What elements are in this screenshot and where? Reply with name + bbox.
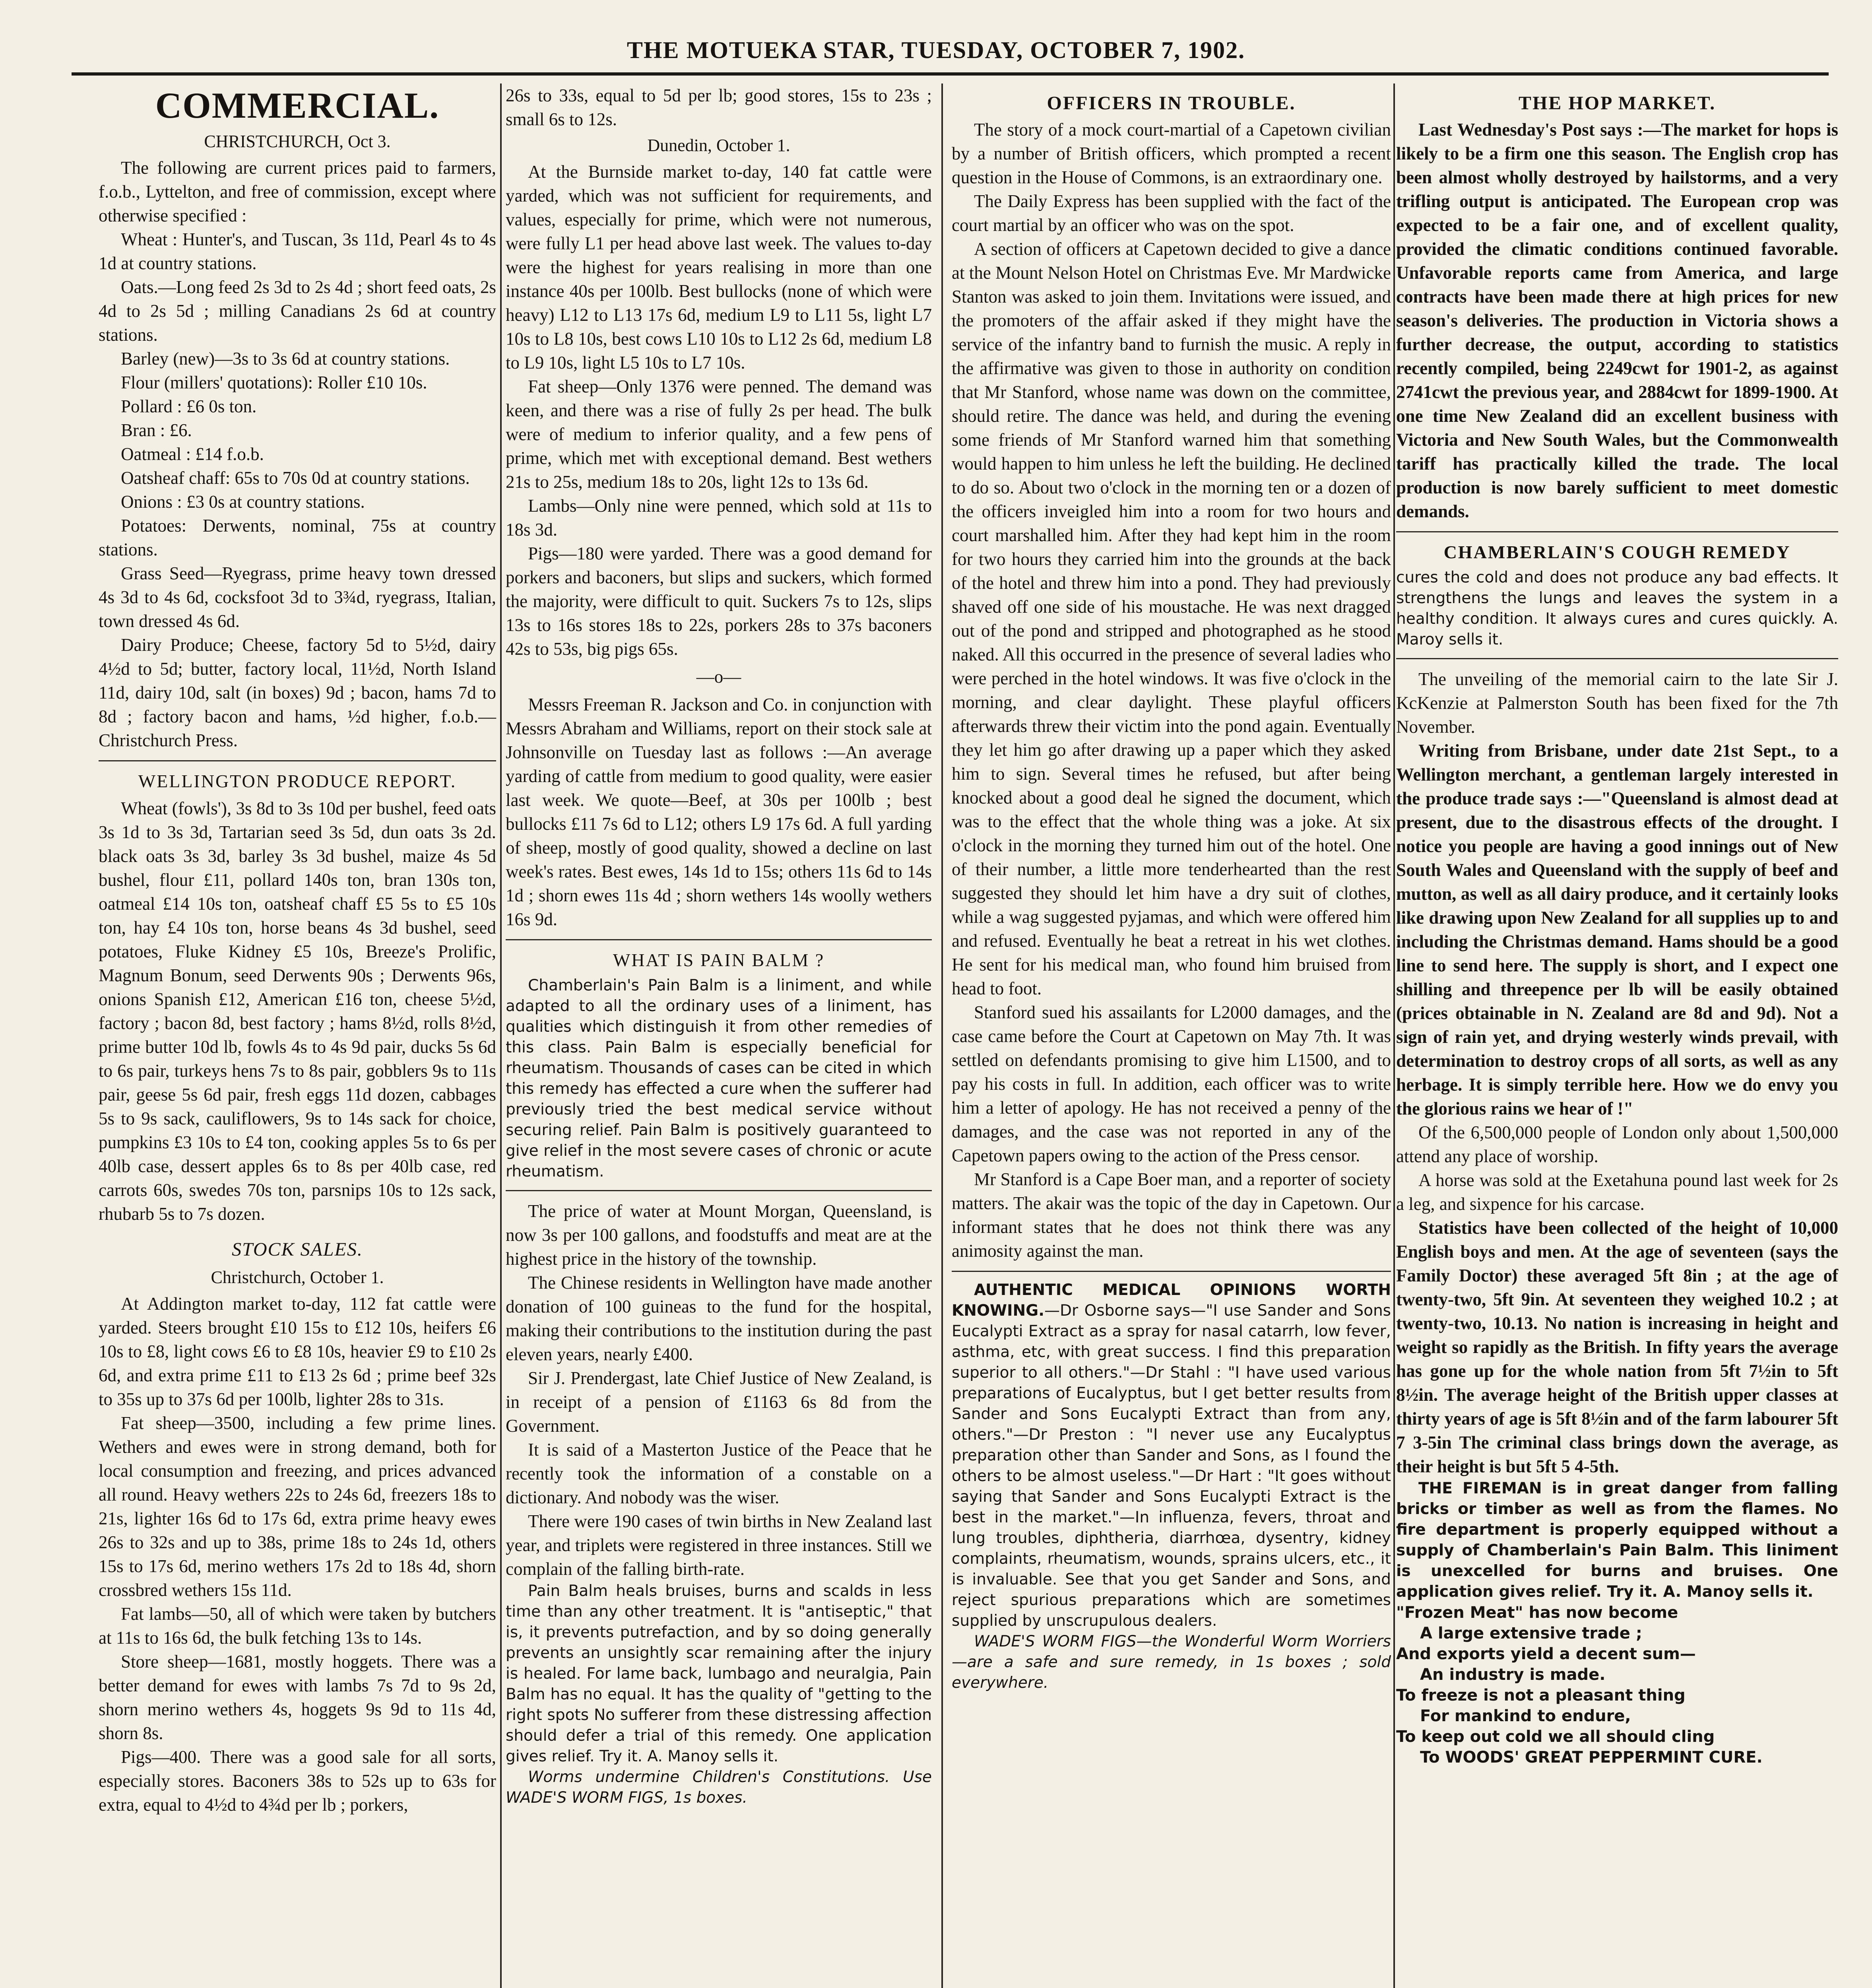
poem-line: An industry is made. [1420, 1666, 1606, 1684]
paragraph: Barley (new)—3s to 3s 6d at country stations. [121, 349, 450, 369]
paragraph: Of the 6,500,000 people of London only about 1,500,000 attend any place of worship. [1396, 1122, 1838, 1166]
paragraph: Oatmeal : £14 f.o.b. [121, 444, 264, 464]
dateline: Christchurch, October 1. [211, 1268, 384, 1287]
dateline: Dunedin, October 1. [647, 136, 790, 155]
paragraph: Sir J. Prendergast, late Chief Justice of New Zealand, is in receipt of a pension of £1163 6s 8d from the Government. [506, 1368, 932, 1436]
poem-line: To WOODS' GREAT PEPPERMINT CURE. [1420, 1748, 1763, 1767]
advertisement-body: —Dr Osborne says—"I use Sander and Sons Eucalypti Extract as a spray for nasal catarrh, low fever, asthma, etc, with great success. I find this preparation superior to all others."—Dr Stahl : "I have used various preparations of Eucalyptus, but I get better results from Sander and Sons Eucalypti Extract than from any, others."—Dr Preston : "I never use any Eucalyptus preparation other than Sander and Sons, as I found the others to be almost useless."—Dr Hart : "It goes without saying that Sander and Sons Eucalypti Extract is the best in the market."—In influenza, fevers, throat and lung troubles, diphtheria, diarrhœa, dysentry, kidney complaints, rheumatism, wounds, sprains ulcers, etc., it is invaluable. See that you get Sander and Sons, and reject spurious preparations which are sometimes supplied by unscrupulous dealers. [952, 1302, 1391, 1630]
paragraph: It is said of a Masterton Justice of the Peace that he recently took the information of a constable on a dictionary. And nobody was the wiser. [506, 1440, 932, 1507]
dateline: CHRISTCHURCH, Oct 3. [204, 132, 391, 151]
poem-line: A large extensive trade ; [1420, 1624, 1642, 1642]
article-heading: OFFICERS IN TROUBLE. [1047, 93, 1296, 114]
masthead: THE MOTUEKA STAR, TUESDAY, OCTOBER 7, 1902. [627, 37, 1245, 63]
advertisement: WADE'S WORM FIGS—the Wonderful Worm Worriers—are a safe and sure remedy, in 1s boxes ; sold everywhere. [952, 1633, 1391, 1692]
poem-line: To keep out cold we all should cling [1396, 1728, 1715, 1746]
advertisement-heading: AUTHENTIC MEDICAL OPINIONS WORTH KNOWING. [952, 1281, 1391, 1320]
paragraph: Fat sheep—3500, including a few prime lines. Wethers and ewes were in strong demand, both for local consumption and freezing, and prices advanced all round. Heavy wethers 22s to 24s 6d, freezers 18s to 21s, lighter 16s 6d to 17s 6d, extra prime heavy ewes 26s to 32s and up to 38s, prime 18s to 24s 1d, others 15s to 17s 6d, merino wethers 17s 2d to 18s 4d, shorn crossbred wethers 15s 11d. [99, 1413, 496, 1600]
paragraph: Messrs Freeman R. Jackson and Co. in conjunction with Messrs Abraham and Williams, report on their stock sale at Johnsonville on Tuesday last as follows :—An average yarding of cattle from medium to good quality, were easier last week. We quote—Beef, at 30s per 100lb ; best bullocks £11 7s 6d to L12; others L9 17s 6d. A full yarding of sheep, mostly of good quality, showed a decline on last week's rates. Best ewes, 14s 1d to 15s; others 11s 6d to 14s 1d ; shorn ewes 11s 4d ; shorn wethers 14s woolly wethers 16s 9d. [506, 695, 932, 929]
paragraph: At the Burnside market to-day, 140 fat cattle were yarded, which was not sufficient for requirements, and values, especially for prime, which were not numerous, were fully L1 per head above last week. The values to-day were the highest for years realising in more than one instance 40s per 100lb. Best bullocks (none of which were heavy) L12 to L13 17s 6d, medium L9 to L11 5s, light L7 10s to L8 10s, best cows L10 10s to L12 2s 6d, medium L8 to L9 10s, light L5 10s to L7 10s. [506, 162, 932, 373]
separator: —o— [696, 667, 741, 687]
section-heading: WHAT IS PAIN BALM ? [613, 950, 825, 970]
poem-line: For mankind to endure, [1420, 1707, 1631, 1725]
section-rule [506, 939, 932, 940]
paragraph: Store sheep—1681, mostly hoggets. There was a better demand for ewes with lambs 7s 7d to 9s 2d, shorn merino wethers 4s, hoggets 9s 9d to 11s 4d, shorn 8s. [99, 1652, 496, 1743]
column-divider [1393, 83, 1395, 1988]
paragraph: Grass Seed—Ryegrass, prime heavy town dressed 4s 3d to 4s 6d, cocksfoot 3d to 3¾d, ryegrass, Italian, town dressed 4s 6d. [99, 563, 496, 631]
section-heading: WELLINGTON PRODUCE REPORT. [138, 771, 457, 791]
paragraph: Wheat : Hunter's, and Tuscan, 3s 11d, Pearl 4s to 4s 1d at country stations. [99, 229, 496, 273]
poem-advertisement [1396, 1602, 1838, 1768]
section-rule [1396, 531, 1838, 532]
paragraph: The Chinese residents in Wellington have made another donation of 100 guineas to the fund for the hospital, making their contributions to the institution during the past eleven years, nearly £400. [506, 1273, 932, 1364]
paragraph: The unveiling of the memorial cairn to the late Sir J. KcKenzie at Palmerston South has been fixed for the 7th November. [1396, 669, 1838, 737]
poem-line: "Frozen Meat" has now become [1396, 1604, 1678, 1622]
paragraph: Bran : £6. [121, 420, 192, 440]
column-officers [952, 83, 1391, 1693]
section-rule [506, 1190, 932, 1191]
advertisement: cures the cold and does not produce any bad effects. It strengthens the lungs and leaves the system in a healthy condition. It always cures and cures quickly. A. Maroy sells it. [1396, 569, 1838, 648]
section-rule [952, 1271, 1391, 1272]
paragraph: Pigs—180 were yarded. There was a good demand for porkers and baconers, but slips and suckers, which formed the majority, were difficult to quit. Suckers 7s to 12s, slips 13s to 16s stores 18s to 22s, porkers 28s to 37s baconers 42s to 53s, big pigs 65s. [506, 544, 932, 659]
paragraph: The story of a mock court-martial of a Capetown civilian by a number of British officers, which prompted a recent question in the House of Commons, is an extraordinary one. [952, 120, 1391, 187]
commercial-heading: COMMERCIAL. [155, 85, 440, 126]
column-divider [500, 83, 502, 1988]
paragraph: A horse was sold at the Exetahuna pound last week for 2s a leg, and sixpence for his carcase. [1396, 1170, 1838, 1214]
advertisement: Pain Balm heals bruises, burns and scalds in less time than any other treatment. It is "antiseptic," that is, it prevents putrefaction, and by so doing generally prevents an unsightly scar remaining after the injury is healed. For lame back, lumbago and neuralgia, Pain Balm has no equal. It has the quality of "getting to the right spots No sufferer from these distressing affection should defer a trial of this remedy. One application gives relief. Try it. A. Manoy sells it. [506, 1582, 932, 1765]
paragraph: 26s to 33s, equal to 5d per lb; good stores, 15s to 23s ; small 6s to 12s. [506, 85, 932, 129]
paragraph: Mr Stanford is a Cape Boer man, and a reporter of society matters. The akair was the topic of the day in Capetown. Our informant states that he does not think there was any animosity against the man. [952, 1169, 1391, 1261]
section-rule [1396, 658, 1838, 659]
poem-line: To freeze is not a pleasant thing [1396, 1686, 1686, 1705]
column-markets [506, 83, 932, 1808]
column-commercial [99, 83, 496, 1817]
paragraph: Dairy Produce; Cheese, factory 5d to 5½d, dairy 4½d to 5d; butter, factory local, 11½d, North Island 11d, dairy 10d, salt (in boxes) 9d ; bacon, hams 7d to 8d ; factory bacon and hams, ½d higher, f.o.b.—Christchurch Press. [99, 635, 496, 750]
paragraph: Flour (millers' quotations): Roller £10 10s. [121, 373, 427, 392]
paragraph: A section of officers at Capetown decided to give a dance at the Mount Nelson Hotel on Christmas Eve. Mr Mardwicke Stanton was asked to join them. Invitations were issued, and the promoters of the affair asked if they might have the service of the infantry band to furnish the music. A reply in the affirmative was given to those in authority on condition that Mr Stanford, whose name was down on the committee, should retire. The dance was held, and during the evening some friends of Mr Stanford warned him that something would happen to him unless he left the building. He declined to do so. About two o'clock in the morning ten or a dozen of the officers inveigled him into a room for two hours and court marshalled him. After they had kept him in the room for two hours they carried him into the grounds at the back of the hotel and threw him into a pond. They had previously shaved off one side of his moustache. He was next dragged out of the pond and stripped and photographed as he stood naked. All this occurred in the presence of several ladies who were perched in the hotel windows. It was five o'clock in the morning, and clear daylight. These playful officers afterwards threw their victim into the pond again. Eventually they let him go after drawing up a paper which they asked him to sign. Several times he refused, but after being knocked about a good deal he signed the document, which was to the effect that the whole thing was a joke. At six o'clock in the morning they turned him out of the hotel. One of their number, a little more tenderhearted than the rest suggested they should let him have a dry suit of clothes, while a wag suggested pyjamas, and which were offered him and refused. Eventually he beat a retreat in his wet clothes. He sent for his medical man, who found him bruised from head to foot. [952, 239, 1391, 998]
paragraph: Fat sheep—Only 1376 were penned. The demand was keen, and there was a rise of fully 2s per head. The bulk were of medium to inferior quality, and a few pens of prime, which met with exceptional demand. Best wethers 21s to 25s, medium 18s to 20s, light 12s to 13s 6d. [506, 377, 932, 492]
paragraph: The price of water at Mount Morgan, Queensland, is now 3s per 100 gallons, and foodstuffs and meat are at the highest price in the history of the township. [506, 1201, 932, 1269]
paragraph: Oatsheaf chaff: 65s to 70s 0d at country stations. [121, 468, 470, 488]
advertisement: THE FIREMAN is in great danger from falling bricks or timber as well as from the flames. No fire department is properly equipped without a supply of Chamberlain's Pain Balm. This liniment is unexcelled for burns and bruises. One application gives relief. Try it. A. Manoy sells it. [1396, 1479, 1838, 1601]
advertisement: Chamberlain's Pain Balm is a liniment, and while adapted to all the ordinary uses of a liniment, has qualities which distinguish it from other remedies of this class. Pain Balm is especially beneficial for rheumatism. Thousands of cases can be cited in which this remedy has effected a cure when the sufferer had previously tried the best medical service without securing relief. Pain Balm is positively guaranteed to give relief in the most severe cases of chronic or acute rheumatism. [506, 977, 932, 1180]
paragraph: Writing from Brisbane, under date 21st Sept., to a Wellington merchant, a gentleman largely interested in the produce trade says :—"Queensland is almost dead at present, due to the disastrous effects of the drought. I notice you people are having a good innings out of New South Wales and Queensland with the supply of beef and mutton, as well as all dairy produce, and it certainly looks like drawing upon New Zealand for all supplies up to and including the Christmas demand. Hams should be a good line to send here. The supply is short, and I expect one shilling and threepence per lb will be easily obtained (prices obtainable in N. Zealand are 8d and 9d). Not a sign of rain yet, and drying westerly winds prevail, with determination to destroy crops of all sorts, as well as any herbage. It is simply terrible here. How we do envy you the glorious rains we hear of !" [1396, 741, 1838, 1118]
advertisement [952, 1280, 1391, 1631]
paragraph: Pollard : £6 0s ton. [121, 396, 257, 416]
paragraph: Potatoes: Derwents, nominal, 75s at country stations. [99, 516, 496, 559]
paragraph: At Addington market to-day, 112 fat cattle were yarded. Steers brought £10 15s to £12 10s, heifers £6 10s to £8, light cows £6 to £8 10s, heavier £9 to £10 2s 6d, and extra prime £11 to £13 2s 6d ; prime beef 32s to 35s up to 37s 6d per 100lb, lighter 28s to 31s. [99, 1294, 496, 1409]
paragraph: Oats.—Long feed 2s 3d to 2s 4d ; short feed oats, 2s 4d to 2s 5d ; milling Canadians 2s 6d at country stations. [99, 277, 496, 345]
paragraph: Statistics have been collected of the height of 10,000 English boys and men. At the age of seventeen (says the Family Doctor) these averaged 5ft 8in ; at the age of twenty-two, 5ft 9in. At seventeen they weighed 10.2 ; at twenty-two, 10.13. No nation is increasing in height and weight so rapidly as the British. In fifty years the average has gone up for the whole nation from 5ft 7½in to 5ft 8½in. The average height of the British upper classes at thirty years of age is 5ft 8½in and of the farm labourer 5ft 7 3-5in The criminal class brings down the average, as their height is but 5ft 5 4-5th. [1396, 1218, 1838, 1476]
advertisement: Worms undermine Children's Constitutions. Use WADE'S WORM FIGS, 1s boxes. [506, 1768, 932, 1807]
paragraph: Last Wednesday's Post says :—The market for hops is likely to be a firm one this season. The English crop has been almost wholly destroyed by hailstorms, and a very trifling output is anticipated. The European crop was expected to be a fair one, and of excellent quality, provided the climatic conditions continued favorable. Unfavorable reports came from America, and large contracts have been made there at high prices for new season's deliveries. The production in Victoria shows a further decrease, the output, according to statistics recently compiled, being 2249cwt for 1901-2, as against 2741cwt the previous year, and 2884cwt for 1899-1900. At one time New Zealand did an excellent business with Victoria and New South Wales, but the Commonwealth tariff has practically killed the trade. The local production is now barely sufficient to meet domestic demands. [1396, 120, 1838, 521]
section-rule [99, 760, 496, 761]
paragraph: The Daily Express has been supplied with the fact of the court martial by an officer who was on the spot. [952, 191, 1391, 235]
paragraph: Fat lambs—50, all of which were taken by butchers at 11s to 16s 6d, the bulk fetching 13s to 14s. [99, 1604, 496, 1648]
masthead-rule [72, 72, 1829, 76]
paragraph: Pigs—400. There was a good sale for all sorts, especially stores. Baconers 38s to 52s up to 63s for extra, equal to 4½d to 4¾d per lb ; porkers, [99, 1747, 496, 1815]
paragraph: The following are current prices paid to farmers, f.o.b., Lyttelton, and free of commission, except where otherwise specified : [99, 158, 496, 225]
column-hop-market [1396, 83, 1838, 1768]
paragraph: Wheat (fowls'), 3s 8d to 3s 10d per bushel, feed oats 3s 1d to 3s 3d, Tartarian seed 3s 5d, dun oats 3s 2d. black oats 3s 3d, barley 3s 3d bushel, maize 4s 5d bushel, flour £11, pollard 140s ton, bran 130s ton, oatmeal £14 10s ton, oatsheaf chaff £5 5s to £5 10s ton, hay £4 10s ton, horse beans 4s 3d bushel, seed potatoes, Fluke Kidney £5 10s, Breeze's Prolific, Magnum Bonum, seed Derwents 90s ; Derwents 96s, onions Spanish £12, American £16 ton, cheese 5½d, factory ; bacon 8d, best factory ; hams 8½d, rolls 8½d, prime butter 10d lb, fowls 4s to 4s 9d pair, ducks 5s 6d to 6s pair, turkeys hens 7s to 8s pair, gobblers 9s to 11s pair, geese 5s 6d pair, fresh eggs 11d dozen, cabbages 5s to 9s sack, cauliflowers, 9s to 14s sack for choice, pumpkins £3 10s to £4 ton, cooking apples 5s to 6s per 40lb case, dessert apples 6s to 8s per 40lb case, red carrots 60s, swedes 70s ton, parsnips 10s to 12s sack, rhubarb 5s to 7s dozen. [99, 798, 496, 1224]
paragraph: Stanford sued his assailants for L2000 damages, and the case came before the Court at Capetown on May 7th. It was settled on defendants promising to give him L1500, and to pay his costs in full. In addition, each officer was to write him a letter of apology. He has not received a penny of the damages, and the case was not reported in any of the Capetown papers owing to the action of the Press censor. [952, 1002, 1391, 1165]
advertisement-heading: CHAMBERLAIN'S COUGH REMEDY [1443, 542, 1791, 562]
paragraph: Lambs—Only nine were penned, which sold at 11s to 18s 3d. [506, 496, 932, 540]
poem-line: And exports yield a decent sum— [1396, 1645, 1696, 1663]
section-heading: STOCK SALES. [232, 1239, 363, 1260]
column-divider [941, 83, 943, 1988]
paragraph: Onions : £3 0s at country stations. [121, 492, 365, 512]
paragraph: There were 190 cases of twin births in New Zealand last year, and triplets were registered in three instances. Still we complain of the falling birth-rate. [506, 1511, 932, 1579]
article-heading: THE HOP MARKET. [1518, 93, 1716, 114]
